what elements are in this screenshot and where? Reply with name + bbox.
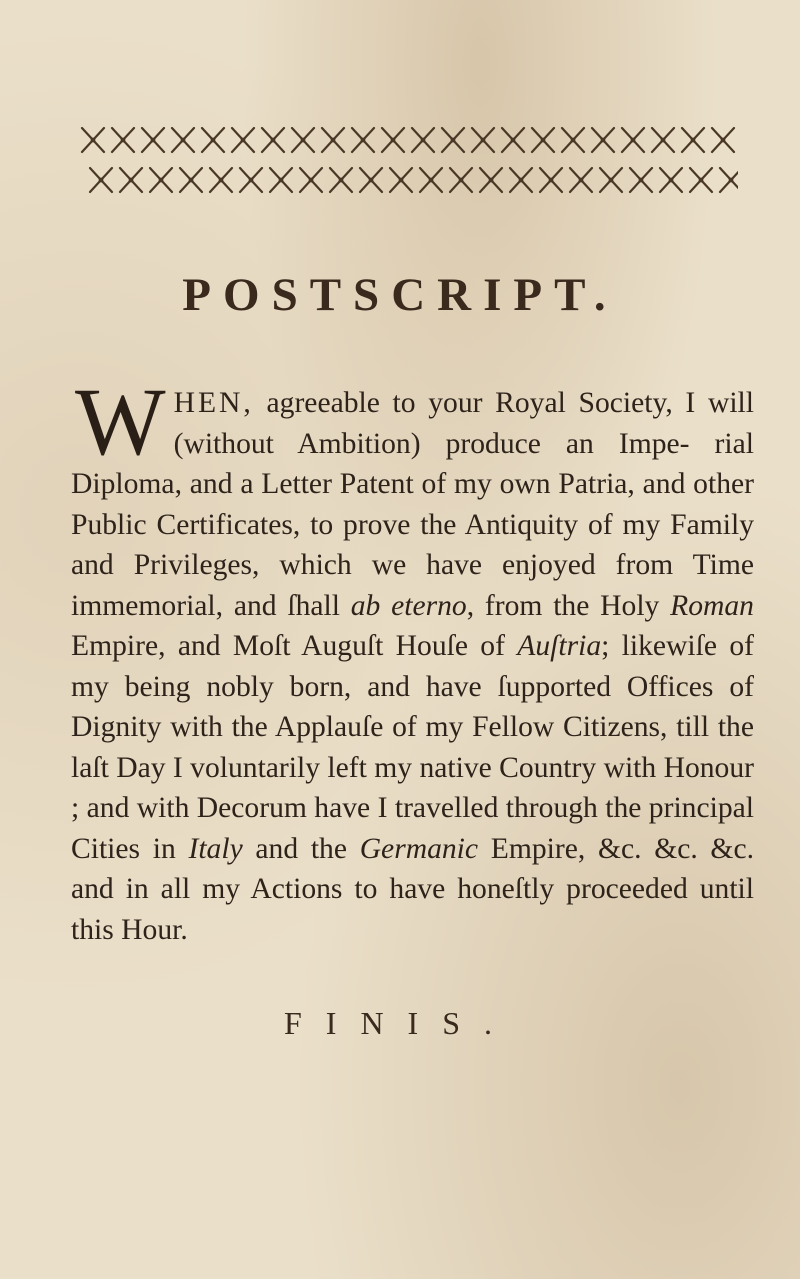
ornament-dot	[241, 138, 246, 143]
ornament-dot	[399, 178, 404, 183]
ornament-dot	[519, 178, 524, 183]
ornament-dot	[631, 138, 636, 143]
ornament-dot	[541, 138, 546, 143]
page-title: POSTSCRIPT.	[182, 269, 618, 321]
ornament-dot	[159, 178, 164, 183]
ornament-dot	[691, 138, 696, 143]
body-text: and the	[242, 832, 360, 865]
opening-word: HEN,	[173, 387, 254, 419]
ornament-dot	[361, 138, 366, 143]
ornament-dot	[421, 138, 426, 143]
ornament-dot	[151, 138, 156, 143]
italic-text: Italy	[188, 832, 243, 865]
ornament-dot	[121, 138, 126, 143]
italic-text: ab eterno	[350, 589, 467, 622]
ornament-dot	[429, 178, 434, 183]
body-text: , from the Holy	[466, 589, 671, 622]
ornament-dot	[489, 178, 494, 183]
ornament-dot	[249, 178, 254, 183]
ornament-dot	[129, 178, 134, 183]
ornament-dot	[181, 138, 186, 143]
ornament-dot	[699, 178, 704, 183]
finis-mark: FINIS.	[283, 1005, 516, 1041]
ornament-dot	[99, 178, 104, 183]
ornament-dot	[219, 178, 224, 183]
ornament-dot	[189, 178, 194, 183]
ornament-dot	[309, 178, 314, 183]
ornament-dot	[459, 178, 464, 183]
ornament-dot	[91, 138, 96, 143]
ornament-dot	[639, 178, 644, 183]
decorative-ornament-band	[78, 122, 738, 204]
italic-text: Roman	[670, 589, 754, 622]
ornament-dot	[579, 178, 584, 183]
body-paragraph	[71, 368, 754, 950]
ornament-dot	[601, 138, 606, 143]
ornament-dot	[211, 138, 216, 143]
ornament-dot	[549, 178, 554, 183]
italic-text: Auſtria	[517, 630, 602, 662]
ornament-dot	[661, 138, 666, 143]
ornament-dot	[511, 138, 516, 143]
ornament-dot	[481, 138, 486, 143]
ornament-dot	[271, 138, 276, 143]
ornament-dot	[669, 178, 674, 183]
ornament-dot	[339, 178, 344, 183]
ornament-dot	[609, 178, 614, 183]
ornament-dot	[391, 138, 396, 143]
body-text: ; likewiſe of my being nobly born, and have ſupported Offices of Dignity with the Applauſe of my Fellow Citizens, till the laſt Day I voluntarily left my native Country with Honour ; and with Decorum have I travelled through the principal Cities in	[71, 630, 754, 865]
ornament-dot	[451, 138, 456, 143]
body-text: Empire, and Moſt Auguſt Houſe of	[71, 630, 518, 662]
ornament-dot	[331, 138, 336, 143]
italic-text: Germanic	[359, 832, 479, 865]
ornament-dot	[571, 138, 576, 143]
ornament-dot	[721, 138, 726, 143]
ornament-dot	[729, 178, 734, 183]
ornament-dot	[301, 138, 306, 143]
body-text: Empire, &c. &c. &c. and in all my Actions to have honeſtly proceeded until this Hour.	[71, 832, 754, 946]
body-text: agreeable to your Royal Society, I will (without Ambition) produce an Impe- rial Diploma, and a Letter Patent of my own Patria, and other Public Certificates, to prove the Antiquity of my Family and Privileges, which we have enjoyed from Time immemorial, and ſhall	[71, 387, 754, 622]
drop-cap: W	[75, 368, 166, 475]
ornament-dot	[369, 178, 374, 183]
ornament-dot	[279, 178, 284, 183]
